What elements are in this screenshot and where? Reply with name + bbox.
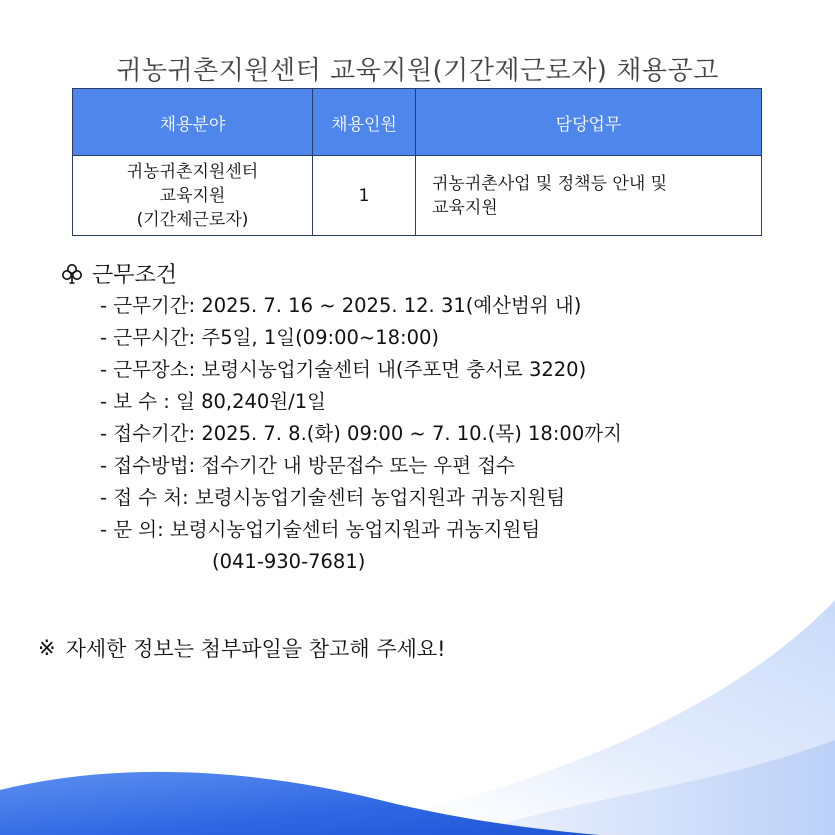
section-title: 근무조건 <box>92 263 178 288</box>
list-item: - 접수방법: 접수기간 내 방문접수 또는 우편 접수 <box>100 454 515 477</box>
list-item: - 근무장소: 보령시농업기술센터 내(주포면 충서로 3220) <box>100 358 587 381</box>
section-heading <box>60 258 177 289</box>
cell-field <box>73 156 313 236</box>
clover-icon <box>60 262 84 286</box>
reference-mark-icon: ※ <box>38 636 56 660</box>
list-item: - 접수기간: 2025. 7. 8.(화) 09:00 ~ 7. 10.(목) 18:00까지 <box>100 422 622 445</box>
duty-line: 교육지원 <box>432 197 498 218</box>
header-count: 채용인원 <box>313 89 416 156</box>
contact-phone: (041-930-7681) <box>212 550 366 573</box>
table-row <box>73 156 762 236</box>
list-item: - 문 의: 보령시농업기술센터 농업지원과 귀농지원팀 <box>100 518 541 541</box>
list-item: - 근무기간: 2025. 7. 16 ~ 2025. 12. 31(예산범위 내) <box>100 294 582 317</box>
note-text: 자세한 정보는 첨부파일을 참고해 주세요! <box>65 637 446 661</box>
list-item: - 보 수 : 일 80,240원/1일 <box>100 390 326 413</box>
conditions-list <box>100 290 622 578</box>
attachment-note <box>38 633 446 663</box>
field-line: 귀농귀촌지원센터 <box>126 161 259 182</box>
duty-line: 귀농귀촌사업 및 정책등 안내 및 <box>432 173 668 194</box>
field-line: (기간제근로자) <box>136 209 249 230</box>
recruit-table <box>72 88 762 236</box>
cell-count: 1 <box>313 156 416 236</box>
list-item: - 접 수 처: 보령시농업기술센터 농업지원과 귀농지원팀 <box>100 486 566 509</box>
field-line: 교육지원 <box>159 185 226 206</box>
table-header-row <box>73 89 762 156</box>
page-title: 귀농귀촌지원센터 교육지원(기간제근로자) 채용공고 <box>116 56 719 86</box>
header-duty: 담당업무 <box>416 89 762 156</box>
list-item: - 근무시간: 주5일, 1일(09:00~18:00) <box>100 326 440 349</box>
cell-duty <box>416 156 762 236</box>
header-field: 채용분야 <box>73 89 313 156</box>
